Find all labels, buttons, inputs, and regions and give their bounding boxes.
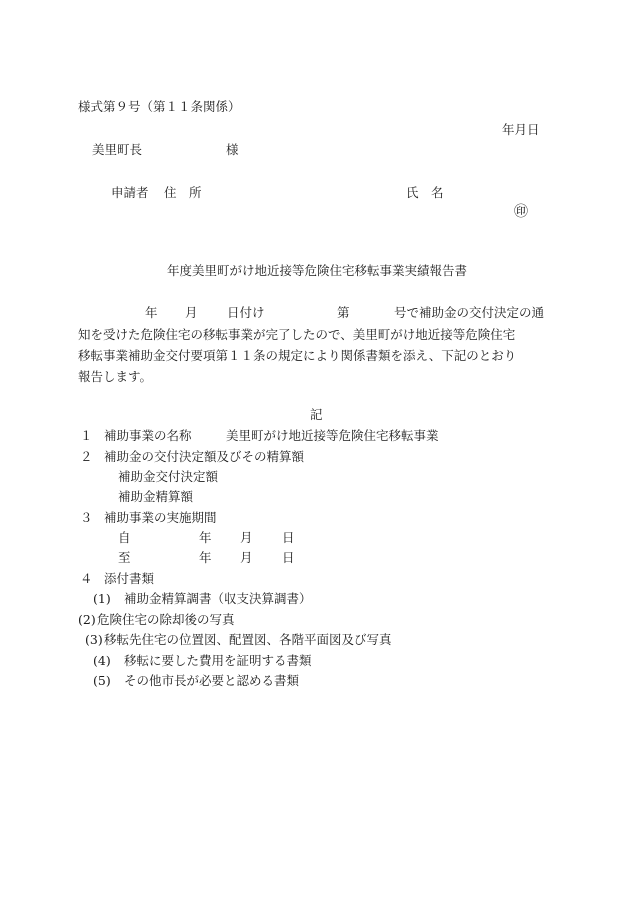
item3-to-month: 月: [240, 550, 253, 565]
item4-number: ４: [80, 571, 93, 586]
item1-number: １: [80, 428, 93, 443]
doc-3-text: 移転先住宅の位置図、配置図、各階平面図及び写真: [104, 632, 392, 647]
body-line2: 知を受けた危険住宅の移転事業が完了したので、美里町がけ地近接等危険住宅: [78, 327, 516, 342]
item3-to-day: 日: [282, 550, 295, 565]
doc-1-number: (1): [93, 591, 111, 606]
item3-from-month: 月: [240, 530, 253, 545]
item3-label: 補助事業の実施期間: [104, 510, 217, 525]
body-number-prefix: 第: [337, 305, 350, 320]
date-label: 年月日: [502, 122, 540, 137]
ki-heading: 記: [310, 407, 323, 422]
item2-sub2: 補助金精算額: [118, 489, 194, 504]
item2-number: ２: [80, 449, 93, 464]
item3-to: 至: [118, 550, 131, 565]
address-label: 住 所: [164, 185, 202, 200]
doc-5-number: (5): [93, 673, 111, 688]
doc-4-text: 移転に要した費用を証明する書類: [124, 653, 312, 668]
item3-from-day: 日: [282, 530, 295, 545]
document-title: 年度美里町がけ地近接等危険住宅移転事業実績報告書: [167, 263, 468, 278]
seal-mark: ㊞: [514, 204, 528, 220]
item2-label: 補助金の交付決定額及びその精算額: [104, 449, 305, 464]
doc-3-number: (3): [85, 632, 103, 647]
item1-value: 美里町がけ地近接等危険住宅移転事業: [226, 428, 439, 443]
item3-from-year: 年: [199, 530, 212, 545]
doc-2-number: (2): [78, 612, 96, 627]
doc-4-number: (4): [93, 653, 111, 668]
doc-5-text: その他市長が必要と認める書類: [124, 673, 300, 688]
doc-2-text: 危険住宅の除却後の写真: [97, 612, 235, 627]
body-line3: 移転事業補助金交付要項第１１条の規定により関係書類を添え、下記のとおり: [78, 348, 517, 363]
body-month: 月: [185, 305, 198, 320]
item3-to-year: 年: [199, 550, 212, 565]
item2-sub1: 補助金交付決定額: [118, 469, 219, 484]
body-line4: 報告します。: [78, 369, 153, 384]
item3-number: ３: [80, 510, 93, 525]
addressee-name: 美里町長: [92, 142, 143, 157]
item3-from: 自: [118, 530, 131, 545]
body-year: 年: [145, 305, 158, 320]
form-number: 様式第９号（第１１条関係）: [78, 99, 241, 114]
item1-label: 補助事業の名称: [104, 428, 192, 443]
addressee-suffix: 様: [226, 142, 239, 157]
applicant-label: 申請者: [111, 185, 149, 200]
body-day: 日付け: [227, 305, 265, 320]
doc-1-text: 補助金精算調書（収支決算調書）: [124, 591, 312, 606]
body-line1-rest: 号で補助金の交付決定の通: [394, 305, 545, 320]
name-label: 氏 名: [406, 185, 444, 200]
item4-label: 添付書類: [104, 571, 155, 586]
